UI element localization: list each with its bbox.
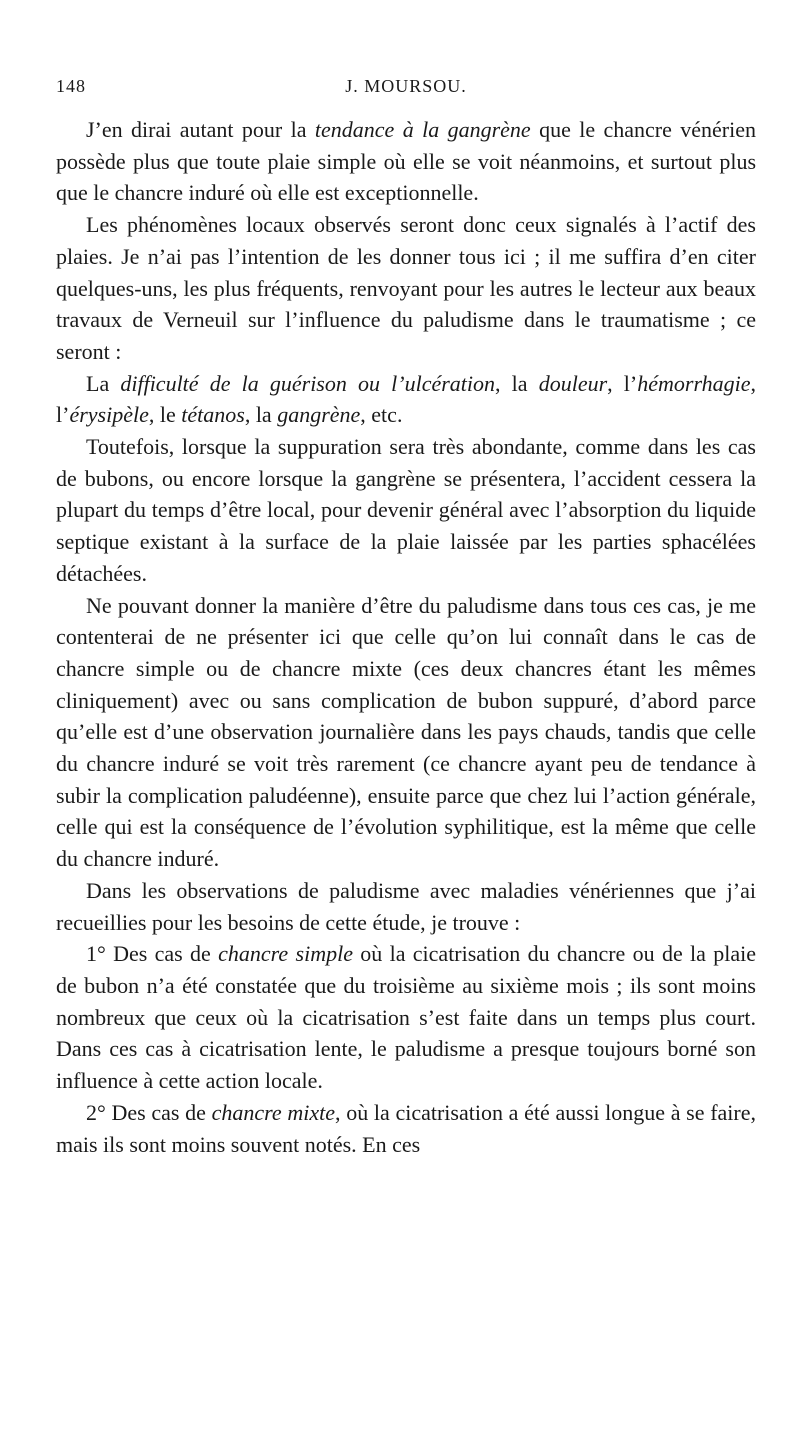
paragraph — [56, 938, 756, 1097]
italic-text: difficulté de la guérison ou l’ulcération — [120, 370, 496, 396]
body-text — [56, 114, 756, 1160]
text-run: que le chancre vénérien possède plus que toute plaie simple où elle se voit néanmoins, et surtout plus que le chancre induré où elle est exceptionnelle. — [56, 117, 756, 206]
text-run: J’en dirai autant pour la — [86, 117, 315, 142]
text-run: Ne pouvant donner la manière d’être du paludisme dans tous ces cas, je me contenterai de ne présenter ici que celle qu’on lui connaît dans le cas de chancre simple ou de chancre mixte (ces deux chancres étant les mêmes cliniquement) avec ou sans complication de bubon suppuré, d’abord parce qu’elle est d’une observation journalière dans les pays chauds, tandis que celle du chancre induré se voit très rarement (ce chancre ayant peu de tendance à subir la complication paludéenne), ensuite parce que chez lui l’action générale, celle qui est la conséquence de l’évolution syphilitique, est la même que celle du chancre induré. — [56, 592, 756, 872]
italic-text: tendance à la gangrène — [314, 117, 531, 142]
text-run: Toutefois, lorsque la suppuration sera très abondante, comme dans les cas de bubons, ou encore lorsque la gangrène se présentera, l’accident cessera la plupart du temps d’être local, pour devenir général avec l’absorption du liquide septique existant à la surface de la plaie laissée par les parties sphacélées détachées. — [56, 434, 756, 586]
paragraph — [56, 590, 756, 875]
paragraph — [56, 114, 756, 209]
paragraph — [56, 431, 756, 590]
paragraph — [56, 368, 756, 431]
text-run: Dans les observations de paludisme avec maladies vénériennes que j’ai recueillies pour les besoins de cette étude, je trouve : — [56, 877, 756, 935]
italic-text: érysipèle — [69, 402, 149, 428]
text-run: , la — [244, 402, 278, 428]
paragraph — [56, 875, 756, 938]
paragraph — [56, 1097, 756, 1160]
running-head: J. MOURSOU. — [345, 76, 467, 96]
page-header — [56, 76, 756, 106]
italic-text: chancre mixte — [211, 1099, 336, 1125]
text-run: , l’ — [56, 370, 757, 428]
italic-text: hémorrhagie — [637, 370, 751, 396]
text-run: , le — [148, 402, 182, 428]
italic-text: tétanos — [181, 402, 245, 428]
italic-text: gangrène — [277, 402, 361, 428]
text-run: La — [86, 370, 121, 396]
text-run: Les phénomènes locaux observés seront donc ceux signalés à l’actif des plaies. Je n’ai pas l’intention de les donner tous ici ; il me suffira d’en citer quelques-uns, les plus fréquents, renvoyant pour les autres le lecteur aux beaux travaux de Verneuil sur l’influence du paludisme dans le traumatisme ; ce seront : — [56, 212, 756, 364]
text-run: où la cicatrisation du chancre ou de la plaie de bubon n’a été constatée que du troisième au sixième mois ; ils sont moins nombreux que ceux où la cicatrisation s’est faite dans un temps plus court. Dans ces cas à cicatrisation lente, le paludisme a presque toujours borné son influence à cette action locale. — [56, 941, 756, 1094]
text-run: , la — [495, 370, 539, 396]
page-number: 148 — [56, 76, 86, 96]
text-run: , l’ — [607, 370, 638, 396]
text-run: 1° Des cas de — [86, 941, 219, 967]
text-run: 2° Des cas de — [86, 1099, 212, 1125]
text-run: , etc. — [360, 402, 403, 428]
text-run: , où la cicatrisation a été aussi longue à se faire, mais ils sont moins souvent notés. En ces — [56, 1099, 756, 1157]
italic-text: douleur — [538, 370, 608, 396]
italic-text: chancre simple — [218, 941, 353, 967]
paragraph — [56, 209, 756, 368]
